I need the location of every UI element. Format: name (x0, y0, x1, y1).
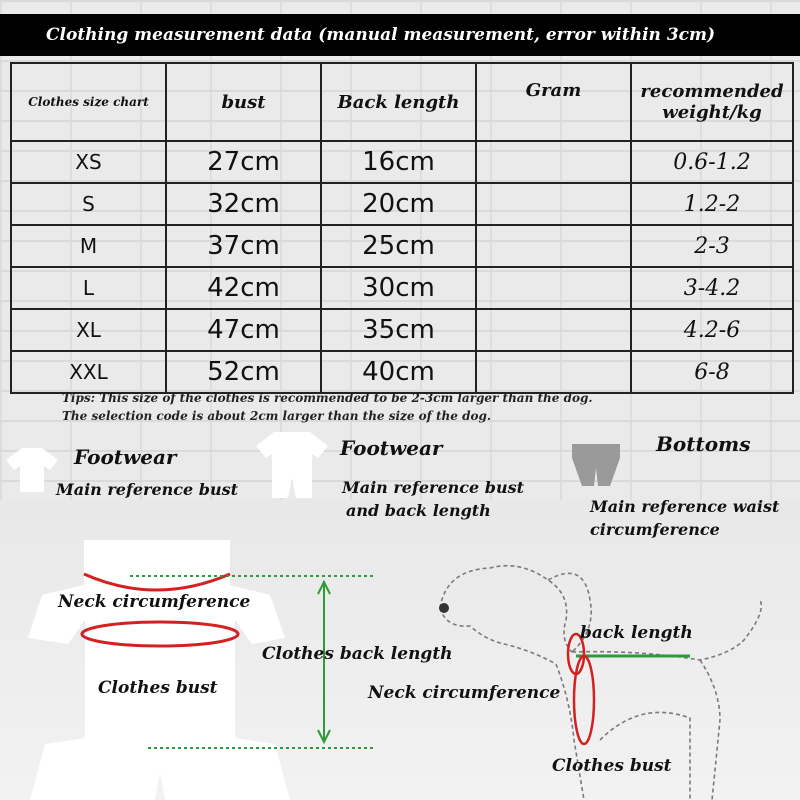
header-gram: Gram (476, 63, 631, 141)
cell-size: XXL (11, 351, 166, 393)
dog-nose (439, 603, 449, 613)
cell-size: S (11, 183, 166, 225)
cell-back-length: 40cm (321, 351, 476, 393)
cell-bust: 42cm (166, 267, 321, 309)
category-heading: Footwear (74, 445, 177, 469)
cell-bust: 47cm (166, 309, 321, 351)
category-description: Main reference bust (56, 480, 238, 499)
header-weight: recommended weight/kg (631, 63, 793, 141)
tip-line: Tips: This size of the clothes is recommended to be 2-3cm larger than the dog. (62, 391, 593, 405)
category-description: Main reference bust (342, 478, 524, 497)
cell-back-length: 25cm (321, 225, 476, 267)
category-heading: Bottoms (656, 432, 751, 456)
header-size: Clothes size chart (11, 63, 166, 141)
cell-size: L (11, 267, 166, 309)
page-title: Clothing measurement data (manual measurement, error within 3cm) (0, 14, 800, 56)
dog-back-length-label: back length (580, 623, 693, 643)
cell-weight: 6-8 (631, 351, 793, 393)
header-back-length: Back length (321, 63, 476, 141)
cell-weight: 1.2-2 (631, 183, 793, 225)
cell-back-length: 35cm (321, 309, 476, 351)
category-description: Main reference waist (590, 497, 780, 516)
cell-size: XS (11, 141, 166, 183)
category-description: and back length (346, 501, 491, 520)
garment-shape (28, 540, 290, 800)
cell-weight: 3-4.2 (631, 267, 793, 309)
cell-back-length: 30cm (321, 267, 476, 309)
cell-weight: 2-3 (631, 225, 793, 267)
clothes-bust-label: Clothes bust (98, 678, 218, 698)
category-heading: Footwear (340, 436, 443, 460)
cell-weight: 4.2-6 (631, 309, 793, 351)
back-length-label: Clothes back length (262, 644, 453, 664)
dog-bust-line (574, 656, 594, 744)
dog-bust-label: Clothes bust (552, 756, 672, 776)
tip-line: The selection code is about 2cm larger than the size of the dog. (62, 409, 492, 423)
dog-neck-label: Neck circumference (368, 683, 561, 703)
cell-size: M (11, 225, 166, 267)
category-description: circumference (590, 520, 720, 539)
cell-bust: 37cm (166, 225, 321, 267)
cell-weight: 0.6-1.2 (631, 141, 793, 183)
cell-bust: 27cm (166, 141, 321, 183)
cell-size: XL (11, 309, 166, 351)
cell-bust: 52cm (166, 351, 321, 393)
cell-back-length: 16cm (321, 141, 476, 183)
header-bust: bust (166, 63, 321, 141)
cell-bust: 32cm (166, 183, 321, 225)
neck-circumference-label: Neck circumference (58, 592, 251, 612)
cell-back-length: 20cm (321, 183, 476, 225)
